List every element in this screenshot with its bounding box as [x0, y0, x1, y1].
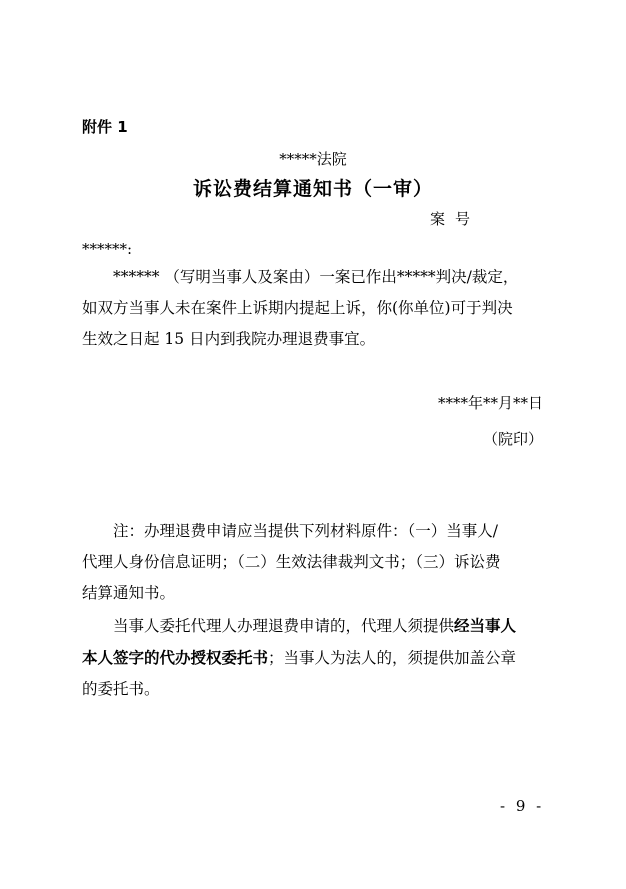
- proxy-line-3: 的委托书。: [82, 680, 160, 698]
- proxy-line-2-text: ；当事人为法人的，须提供加盖公章: [268, 649, 517, 667]
- note-line-1: 注：办理退费申请应当提供下列材料原件：（一）当事人/: [113, 522, 498, 540]
- body-line-1: ****** （写明当事人及案由）一案已作出*****判决/裁定，: [113, 268, 519, 286]
- note-line-3: 结算通知书。: [82, 584, 176, 602]
- body-line-3: 生效之日起 15 日内到我院办理退费事宜。: [82, 330, 376, 348]
- court-seal-label: （院印）: [482, 430, 543, 448]
- body-paragraph: [82, 262, 548, 355]
- proxy-paragraph: [82, 610, 548, 705]
- note-line-2: 代理人身份信息证明；（二）生效法律裁判文书；（三）诉讼费: [82, 553, 501, 571]
- proxy-line-2: [82, 642, 548, 674]
- case-number-label: 案号: [430, 210, 481, 228]
- document-title: 诉讼费结算通知书（一审）: [192, 178, 433, 200]
- page-number: - 9 -: [500, 797, 545, 815]
- body-line-2: 如双方当事人未在案件上诉期内提起上诉，你(你单位)可于判决: [82, 299, 513, 317]
- court-name: *****法院: [279, 150, 347, 168]
- issue-date: ****年**月**日: [437, 394, 543, 412]
- proxy-line-1-text: 当事人委托代理人办理退费申请的，代理人须提供: [113, 617, 455, 635]
- proxy-line-2-emphasis: 本人签字的代办授权委托书: [82, 648, 269, 667]
- proxy-line-1: [82, 610, 548, 642]
- attachment-label: 附件 1: [82, 118, 128, 136]
- note-paragraph: [82, 516, 548, 609]
- proxy-line-1-emphasis: 经当事人: [454, 616, 517, 635]
- addressee: ******:: [82, 240, 133, 258]
